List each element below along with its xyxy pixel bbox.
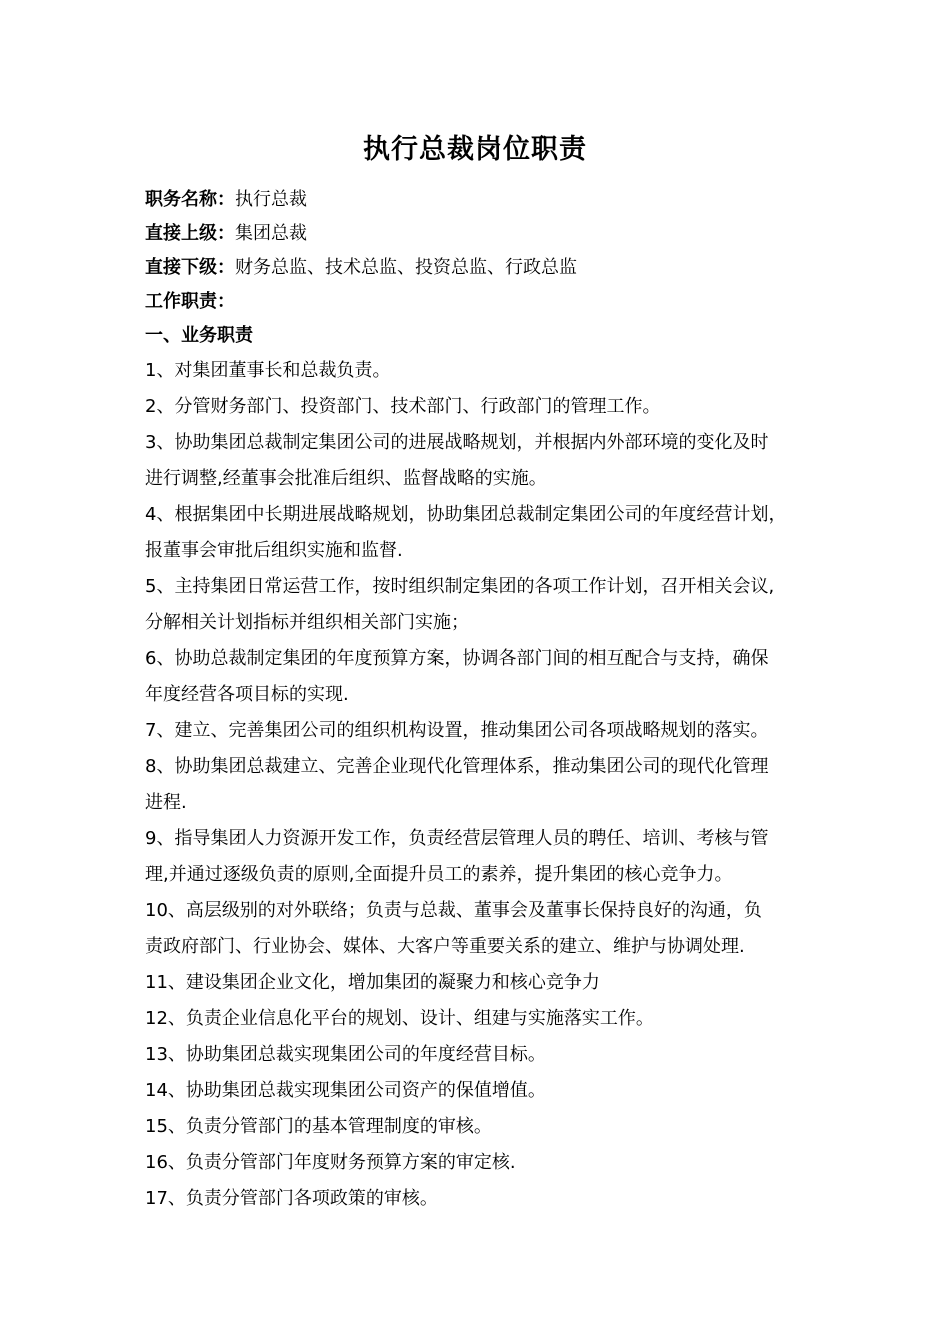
duty-item bbox=[145, 821, 825, 893]
duty-item-line: 4、根据集团中长期进展战略规划，协助集团总裁制定集团公司的年度经营计划， bbox=[145, 504, 787, 525]
field-job-title bbox=[145, 183, 825, 217]
duty-item-line: 11、建设集团企业文化，增加集团的凝聚力和核心竞争力 bbox=[145, 972, 600, 993]
field-label: 直接下级： bbox=[145, 257, 235, 278]
duty-item bbox=[145, 1181, 825, 1217]
duty-item bbox=[145, 965, 825, 1001]
field-value: 财务总监、技术总监、投资总监、行政总监 bbox=[235, 257, 577, 278]
duty-item bbox=[145, 893, 825, 965]
duty-item-line: 年度经营各项目标的实现. bbox=[145, 684, 349, 705]
field-label: 职务名称： bbox=[145, 189, 235, 210]
duty-item bbox=[145, 1037, 825, 1073]
duty-list bbox=[145, 353, 825, 1217]
duty-item-line: 进行调整,经董事会批准后组织、监督战略的实施。 bbox=[145, 468, 547, 489]
field-value: 执行总裁 bbox=[235, 189, 307, 210]
section-heading: 一、业务职责 bbox=[145, 325, 253, 346]
field-direct-subordinates bbox=[145, 251, 825, 285]
duty-item bbox=[145, 641, 825, 713]
duty-item-line: 1、对集团董事长和总裁负责。 bbox=[145, 360, 391, 381]
duty-item bbox=[145, 1145, 825, 1181]
duty-item-line: 理,并通过逐级负责的原则,全面提升员工的素养，提升集团的核心竞争力。 bbox=[145, 864, 733, 885]
duty-item bbox=[145, 1001, 825, 1037]
duty-item-line: 9、指导集团人力资源开发工作，负责经营层管理人员的聘任、培训、考核与管 bbox=[145, 828, 769, 849]
duty-item bbox=[145, 389, 825, 425]
duty-item bbox=[145, 569, 825, 641]
duty-item-line: 进程. bbox=[145, 792, 187, 813]
duty-item bbox=[145, 713, 825, 749]
duty-item-line: 5、主持集团日常运营工作，按时组织制定集团的各项工作计划，召开相关会议, bbox=[145, 576, 775, 597]
duty-item-line: 分解相关计划指标并组织相关部门实施； bbox=[145, 612, 469, 633]
duty-item-line: 报董事会审批后组织实施和监督. bbox=[145, 540, 403, 561]
duty-item bbox=[145, 1109, 825, 1145]
duty-item bbox=[145, 425, 825, 497]
duty-item-line: 17、负责分管部门各项政策的审核。 bbox=[145, 1188, 438, 1209]
field-value: 集团总裁 bbox=[235, 223, 307, 244]
duty-item-line: 8、协助集团总裁建立、完善企业现代化管理体系，推动集团公司的现代化管理 bbox=[145, 756, 769, 777]
duty-item-line: 7、建立、完善集团公司的组织机构设置，推动集团公司各项战略规划的落实。 bbox=[145, 720, 769, 741]
duty-item bbox=[145, 497, 825, 569]
duties-heading: 工作职责： bbox=[145, 291, 235, 312]
duty-item-line: 13、协助集团总裁实现集团公司的年度经营目标。 bbox=[145, 1044, 546, 1065]
duty-item-line: 2、分管财务部门、投资部门、技术部门、行政部门的管理工作。 bbox=[145, 396, 661, 417]
duty-item-line: 责政府部门、行业协会、媒体、大客户等重要关系的建立、维护与协调处理. bbox=[145, 936, 745, 957]
duty-item bbox=[145, 1073, 825, 1109]
duty-item-line: 16、负责分管部门年度财务预算方案的审定核. bbox=[145, 1152, 516, 1173]
duty-item-line: 12、负责企业信息化平台的规划、设计、组建与实施落实工作。 bbox=[145, 1008, 654, 1029]
duty-item-line: 14、协助集团总裁实现集团公司资产的保值增值。 bbox=[145, 1080, 546, 1101]
duty-item-line: 15、负责分管部门的基本管理制度的审核。 bbox=[145, 1116, 492, 1137]
duty-item bbox=[145, 749, 825, 821]
duty-item-line: 6、协助总裁制定集团的年度预算方案，协调各部门间的相互配合与支持，确保 bbox=[145, 648, 769, 669]
duty-item-line: 10、高层级别的对外联络；负责与总裁、董事会及董事长保持良好的沟通，负 bbox=[145, 900, 762, 921]
field-label: 直接上级： bbox=[145, 223, 235, 244]
duty-item bbox=[145, 353, 825, 389]
document-title: 执行总裁岗位职责 bbox=[363, 134, 587, 165]
field-direct-superior bbox=[145, 217, 825, 251]
document-body bbox=[145, 183, 825, 1217]
duty-item-line: 3、协助集团总裁制定集团公司的进展战略规划，并根据内外部环境的变化及时 bbox=[145, 432, 769, 453]
